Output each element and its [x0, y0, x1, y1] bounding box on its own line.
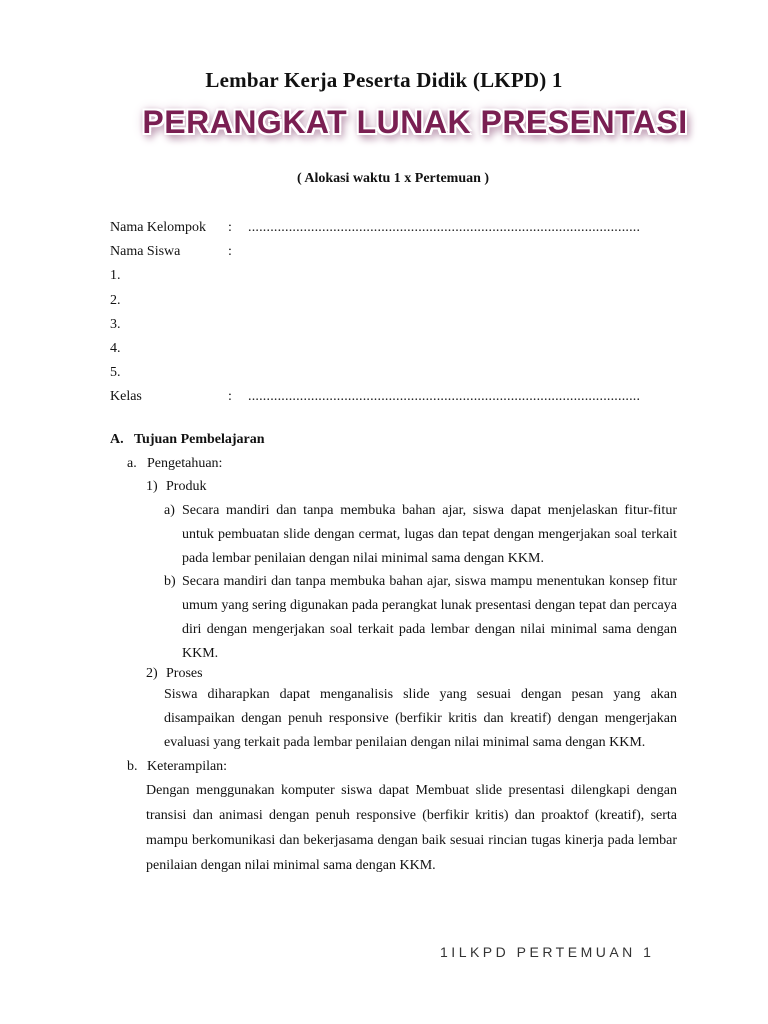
page-number: 1: [440, 944, 452, 960]
skills-heading: [127, 759, 227, 775]
section-marker: A.: [110, 432, 124, 447]
colon: :: [228, 220, 232, 235]
document-title: Lembar Kerja Peserta Didik (LKPD) 1: [205, 68, 563, 92]
topic-banner: PERANGKAT LUNAK PRESENTASI: [142, 104, 688, 140]
footer-separator: I: [451, 944, 459, 960]
group-name-row: [110, 216, 640, 240]
student-name-label: Nama Siswa: [110, 244, 181, 260]
knowledge-heading: [127, 456, 222, 472]
product-heading: [146, 479, 206, 495]
student-number: 4.: [110, 340, 121, 356]
list-item-text: Secara mandiri dan tanpa membuka bahan ajar, siswa dapat menjelaskan fitur-fitur untuk pembuatan slide dengan cermat, lugas dan tepat dengan mengerjakan soal terkait pada lembar penilaian dengan nilai minimal sama dengan KKM.: [182, 503, 677, 566]
list-marker: 1): [146, 479, 158, 494]
knowledge-label: Pengetahuan:: [147, 456, 223, 471]
student-number: 3.: [110, 316, 121, 332]
student-number: 1.: [110, 268, 121, 284]
list-marker: b.: [127, 759, 138, 774]
list-marker: a): [164, 503, 175, 518]
page-footer: [440, 944, 654, 960]
process-label: Proses: [166, 666, 203, 681]
student-name-row: [110, 240, 640, 264]
list-item-text: Secara mandiri dan tanpa membuka bahan ajar, siswa mampu menentukan konsep fitur umum yang sering digunakan pada perangkat lunak presentasi dengan tepat dan percaya diri dengan mengerjakan soal terkait pada lembar dengan nilai minimal sama dengan KKM.: [182, 574, 677, 661]
skills-text: Dengan menggunakan komputer siswa dapat Membuat slide presentasi dilengkapi dengan transisi dan animasi dengan penuh responsive (berfikir kritis) dan proaktof (kreatif), serta mampu berkomunikasi dan bekerjasama dengan baik sesuai rincian tugas kinerja pada lembar penilaian dengan nilai minimal sama dengan KKM.: [146, 783, 677, 873]
group-name-blank: ..........................................................................................................: [248, 220, 641, 235]
product-label: Produk: [166, 479, 207, 494]
colon: :: [228, 244, 232, 260]
list-item: [164, 570, 677, 666]
time-allocation: ( Alokasi waktu 1 x Pertemuan ): [296, 171, 490, 186]
section-heading: [110, 432, 265, 448]
list-marker: a.: [127, 456, 137, 471]
student-number: 5.: [110, 365, 121, 381]
class-label: Kelas: [110, 389, 142, 405]
section-title: Tujuan Pembelajaran: [134, 432, 265, 447]
list-marker: 2): [146, 666, 158, 681]
group-name-label: Nama Kelompok: [110, 220, 207, 235]
list-marker: b): [164, 574, 176, 589]
class-row: [110, 385, 640, 409]
process-heading: [146, 666, 203, 682]
identity-fields: [110, 216, 640, 410]
process-text: Siswa diharapkan dapat menganalisis slide yang sesuai dengan pesan yang akan disampaikan dengan penuh responsive (berfikir kritis dan kreatif) dengan mengerjakan evaluasi yang terkait pada lembar penilaian dengan nilai minimal sama dengan KKM.: [164, 687, 677, 750]
student-number: 2.: [110, 292, 121, 308]
skills-label: Keterampilan:: [147, 759, 228, 774]
list-item: [164, 499, 677, 571]
footer-label: LKPD PERTEMUAN 1: [458, 944, 655, 960]
class-blank: ..........................................................................................................: [248, 389, 641, 405]
colon: :: [228, 389, 232, 405]
